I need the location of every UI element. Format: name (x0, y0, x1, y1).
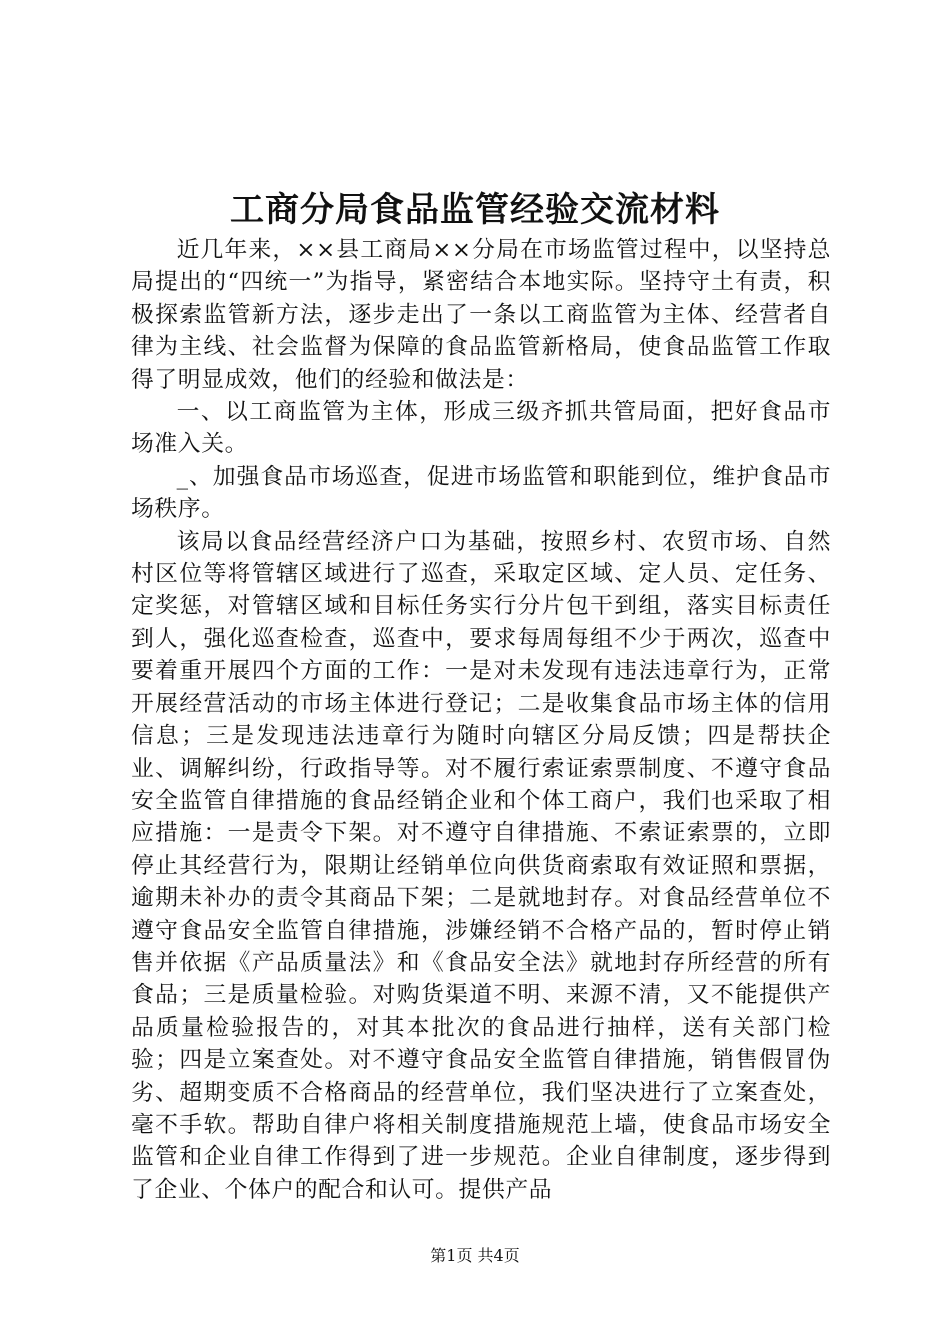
paragraph-intro: 近几年来，××县工商局××分局在市场监管过程中，以坚持总局提出的“四统一”为指导，紧密结合本地实际。坚持守土有责，积极探索监管新方法，逐步走出了一条以工商监管为主体、经营者自律为主线、社会监督为保障的食品监管新格局，使食品监管工作取得了明显成效，他们的经验和做法是： (131, 237, 831, 393)
paragraph-details: 该局以食品经营经济户口为基础，按照乡村、农贸市场、自然村区位等将管辖区域进行了巡查，采取定区域、定人员、定任务、定奖惩，对管辖区域和目标任务实行分片包干到组，落实目标责任到人，强化巡查检查，巡查中，要求每周每组不少于两次，巡查中要着重开展四个方面的工作：一是对未发现有违法违章行为，正常开展经营活动的市场主体进行登记；二是收集食品市场主体的信用信息；三是发现违法违章行为随时向辖区分局反馈；四是帮扶企业、调解纠纷，行政指导等。对不履行索证索票制度、不遵守食品安全监管自律措施的食品经销企业和个体工商户，我们也采取了相应措施：一是责令下架。对不遵守自律措施、不索证索票的，立即停止其经营行为，限期让经销单位向供货商索取有效证照和票据，逾期未补办的责令其商品下架；二是就地封存。对食品经营单位不遵守食品安全监管自律措施，涉嫌经销不合格产品的，暂时停止销售并依据《产品质量法》和《食品安全法》就地封存所经营的所有食品；三是质量检验。对购货渠道不明、来源不清，又不能提供产品质量检验报告的，对其本批次的食品进行抽样，送有关部门检验；四是立案查处。对不遵守食品安全监管自律措施，销售假冒伪劣、超期变质不合格商品的经营单位，我们坚决进行了立案查处，毫不手软。帮助自律户将相关制度措施规范上墙，使食品市场安全监管和企业自律工作得到了进一步规范。企业自律制度，逐步得到了企业、个体户的配合和认可。提供产品 (131, 528, 831, 1203)
paragraph-section-one: 一、以工商监管为主体，形成三级齐抓共管局面，把好食品市场准入关。 (131, 399, 831, 458)
paragraph-section-two: _、加强食品市场巡查，促进市场监管和职能到位，维护食品市场秩序。 (131, 463, 831, 523)
document-title: 工商分局食品监管经验交流材料 (230, 190, 720, 230)
page-footer: 第1页 共4页 (430, 1246, 520, 1265)
document-body (131, 234, 831, 1206)
